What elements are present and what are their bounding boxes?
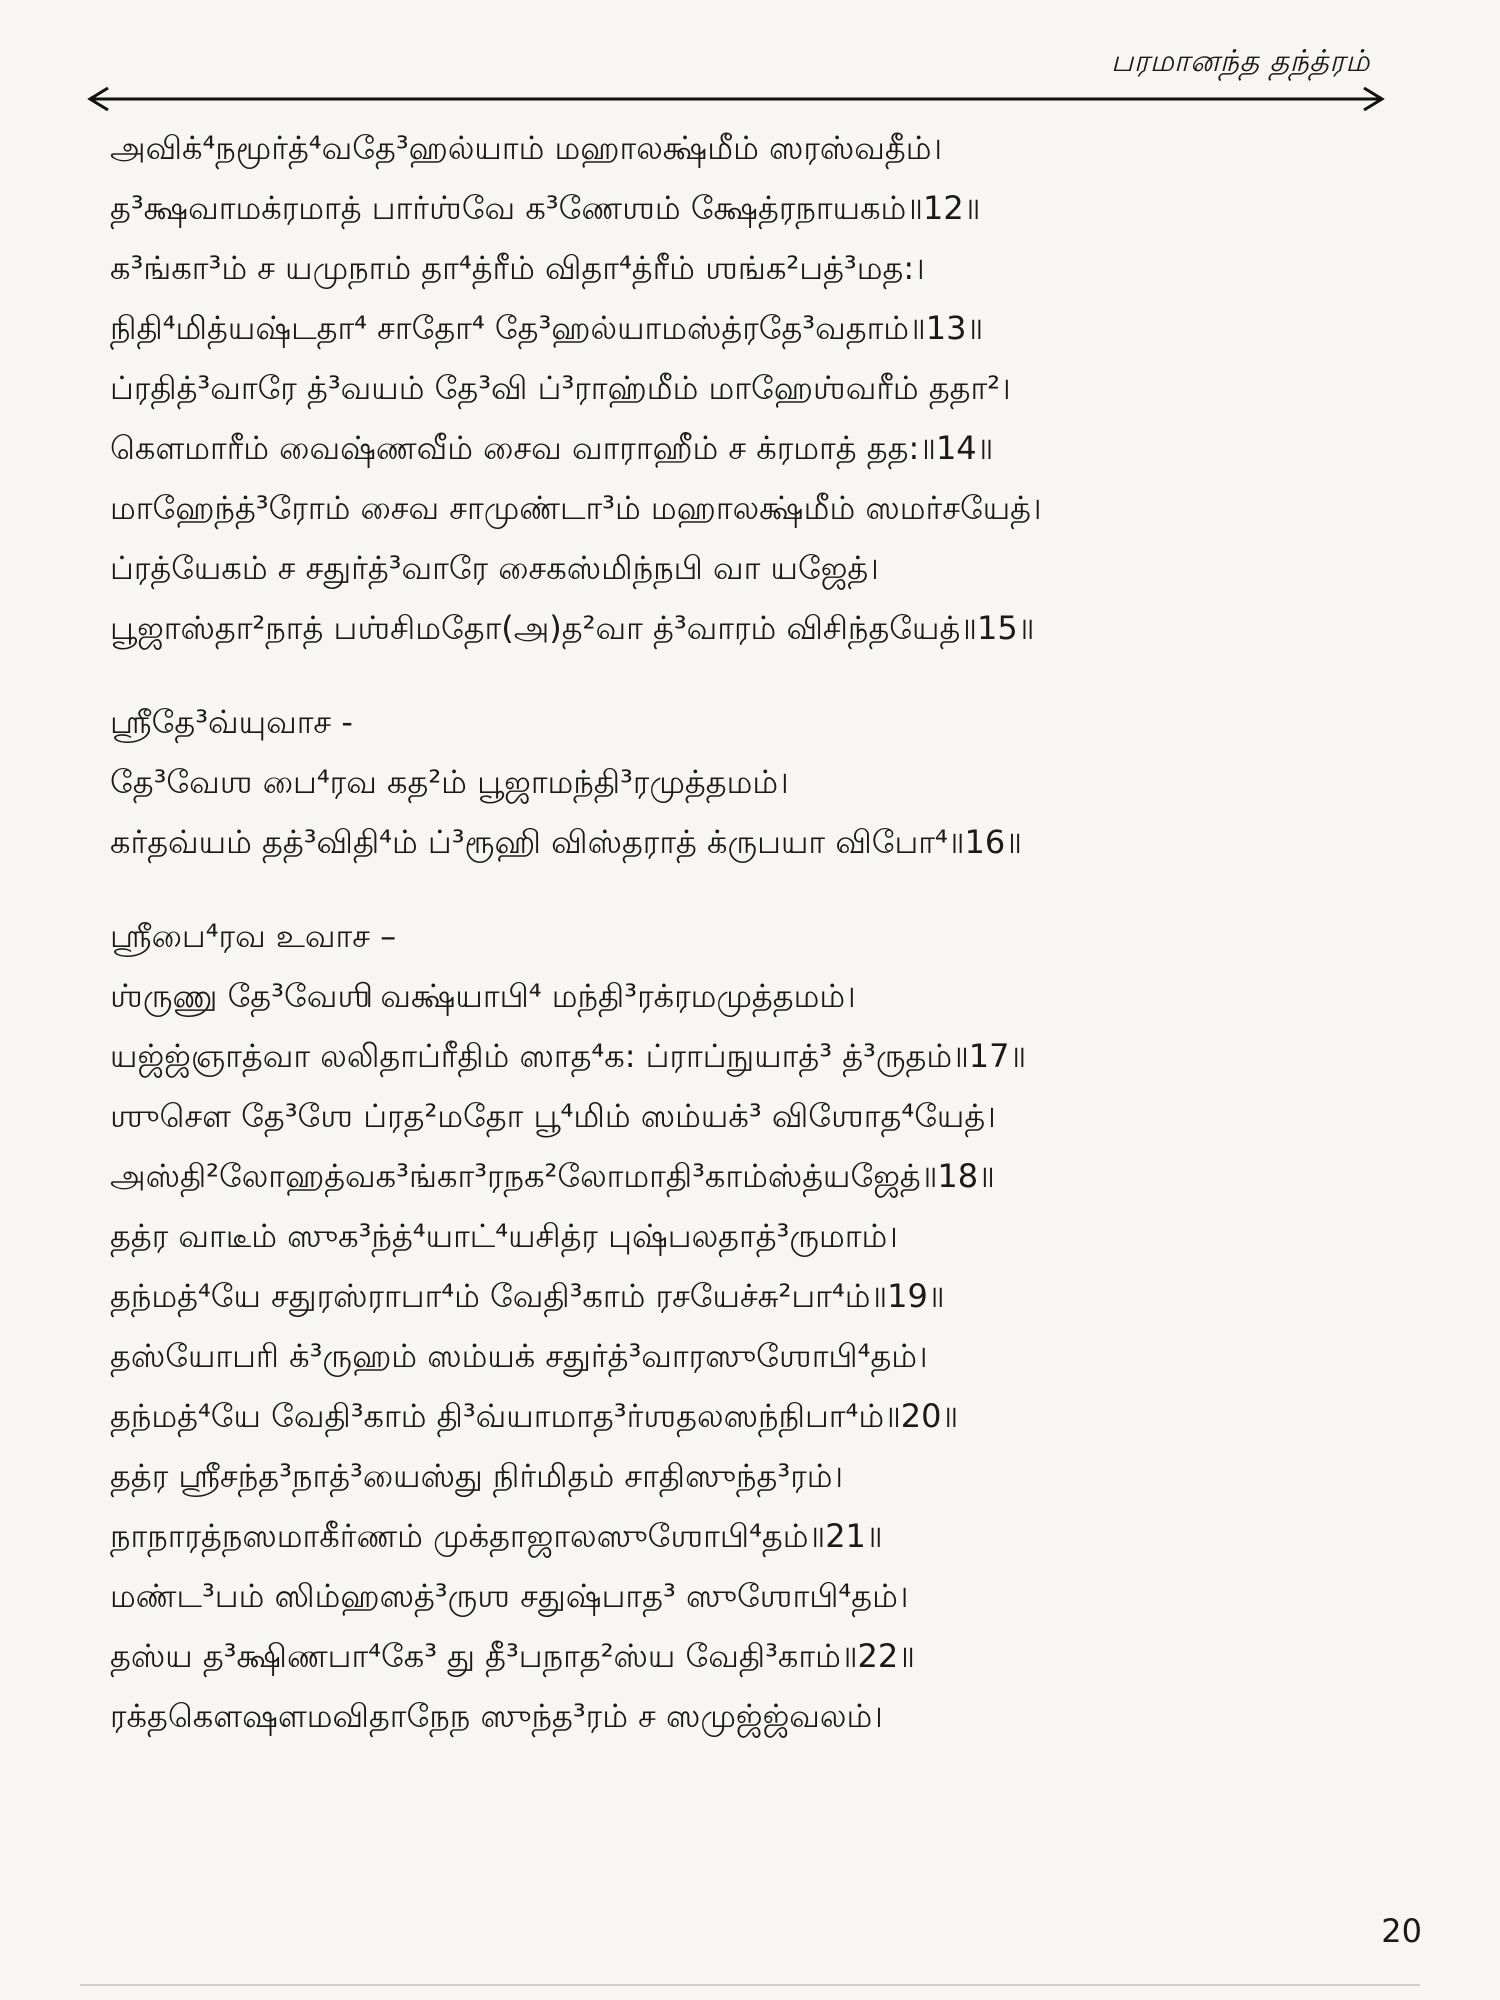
verse-line: க³ங்கா³ம் ச யமுநாம் தா⁴த்ரீம் விதா⁴த்ரீம் ஶங்க²பத்³மத:। [110,249,925,287]
verse-line: அஸ்தி²லோஹத்வக³ங்கா³ரநக²லோமாதி³காம்ஸ்த்யஜேத்॥18॥ [110,1157,995,1195]
verse-line: பூஜாஸ்தா²நாத் பஶ்சிமதோ(அ)த²வா த்³வாரம் விசிந்தயேத்॥15॥ [110,609,1035,647]
verse-line: தத்ர வாடீம் ஸுக³ந்த்⁴யாட்⁴யசித்ர புஷ்பலதாத்³ருமாம்। [110,1217,898,1255]
verse-line: மாஹேந்த்³ரோம் சைவ சாமுண்டா³ம் மஹாலக்ஷ்மீம் ஸமர்சயேத்। [110,489,1042,527]
verse-line: ப்ரத்யேகம் ச சதுர்த்³வாரே சைகஸ்மிந்நபி வா யஜேத்। [110,549,879,587]
page-number: 20 [1381,1912,1422,1950]
verse-line: நாநாரத்நஸமாகீர்ணம் முக்தாஜாலஸுஶோபி⁴தம்॥21॥ [110,1517,883,1555]
verse-line: மண்ட³பம் ஸிம்ஹஸத்³ருஶ சதுஷ்பாத³ ஸுஶோபி⁴தம்। [110,1577,909,1615]
speaker-heading: ஶ்ரீபை⁴ரவ உவாச – [110,917,397,955]
running-title: பரமானந்த தந்த்ரம் [1110,44,1370,79]
verse-line: ஶுசௌ தே³ஶே ப்ரத²மதோ பூ⁴மிம் ஸம்யக்³ விஶோத⁴யேத்। [110,1097,996,1135]
verse-line: யஜ்ஜ்ஞாத்வா லலிதாப்ரீதிம் ஸாத⁴க: ப்ராப்நுயாத்³ த்³ருதம்॥17॥ [110,1037,1027,1075]
double-arrow-rule [86,84,1386,114]
verse-line: தஸ்ய த³க்ஷிணபா⁴கே³ து தீ³பநாத²ஸ்ய வேதி³காம்॥22॥ [110,1637,915,1675]
stanza-gap [110,872,1430,906]
stanza-gap [110,658,1430,692]
verse-line: ஶ்ருணு தே³வேஶி வக்ஷ்யாபி⁴ மந்தி³ரக்ரமமுத்தமம்। [110,977,856,1015]
verse-line: நிதி⁴மித்யஷ்டதா⁴ சாதோ⁴ தே³ஹல்யாமஸ்த்ரதே³வதாம்॥13॥ [110,309,984,347]
verse-line: தந்மத்⁴யே வேதி³காம் தி³வ்யாமாத³ர்ஶதலஸந்நிபா⁴ம்॥20॥ [110,1397,959,1435]
verse-line: தத்ர ஶ்ரீசந்த³நாத்³யைஸ்து நிர்மிதம் சாதிஸுந்த³ரம்। [110,1457,844,1495]
verse-line: அவிக்⁴நமூர்த்⁴வதே³ஹல்யாம் மஹாலக்ஷ்மீம் ஸரஸ்வதீம்। [110,129,943,167]
speaker-heading: ஶ்ரீதே³வ்யுவாச - [110,703,353,741]
verse-line: தஸ்யோபரி க்³ருஹம் ஸம்யக் சதுர்த்³வாரஸுஶோபி⁴தம்। [110,1337,928,1375]
footer-rule [80,1984,1420,1986]
verse-line: கௌமாரீம் வைஷ்ணவீம் சைவ வாராஹீம் ச க்ரமாத் தத:॥14॥ [110,429,994,467]
verse-line: கர்தவ்யம் தத்³விதி⁴ம் ப்³ரூஹி விஸ்தராத் க்ருபயா விபோ⁴॥16॥ [110,823,1022,861]
verse-line: தந்மத்⁴யே சதுரஸ்ராபா⁴ம் வேதி³காம் ரசயேச்சு²பா⁴ம்॥19॥ [110,1277,945,1315]
verse-line: ரக்தகௌஷளமவிதாநேந ஸுந்த³ரம் ச ஸமுஜ்ஜ்வலம்। [110,1697,883,1735]
verse-text [110,118,1430,1746]
verse-line: ப்ரதித்³வாரே த்³வயம் தே³வி ப்³ராஹ்மீம் மாஹேஶ்வரீம் ததா²। [110,369,1011,407]
verse-line: த³க்ஷவாமக்ரமாத் பார்ஶ்வே க³ணேஶம் க்ஷேத்ரநாயகம்॥12॥ [110,189,981,227]
verse-line: தே³வேஶ பை⁴ரவ கத²ம் பூஜாமந்தி³ரமுத்தமம்। [110,763,789,801]
